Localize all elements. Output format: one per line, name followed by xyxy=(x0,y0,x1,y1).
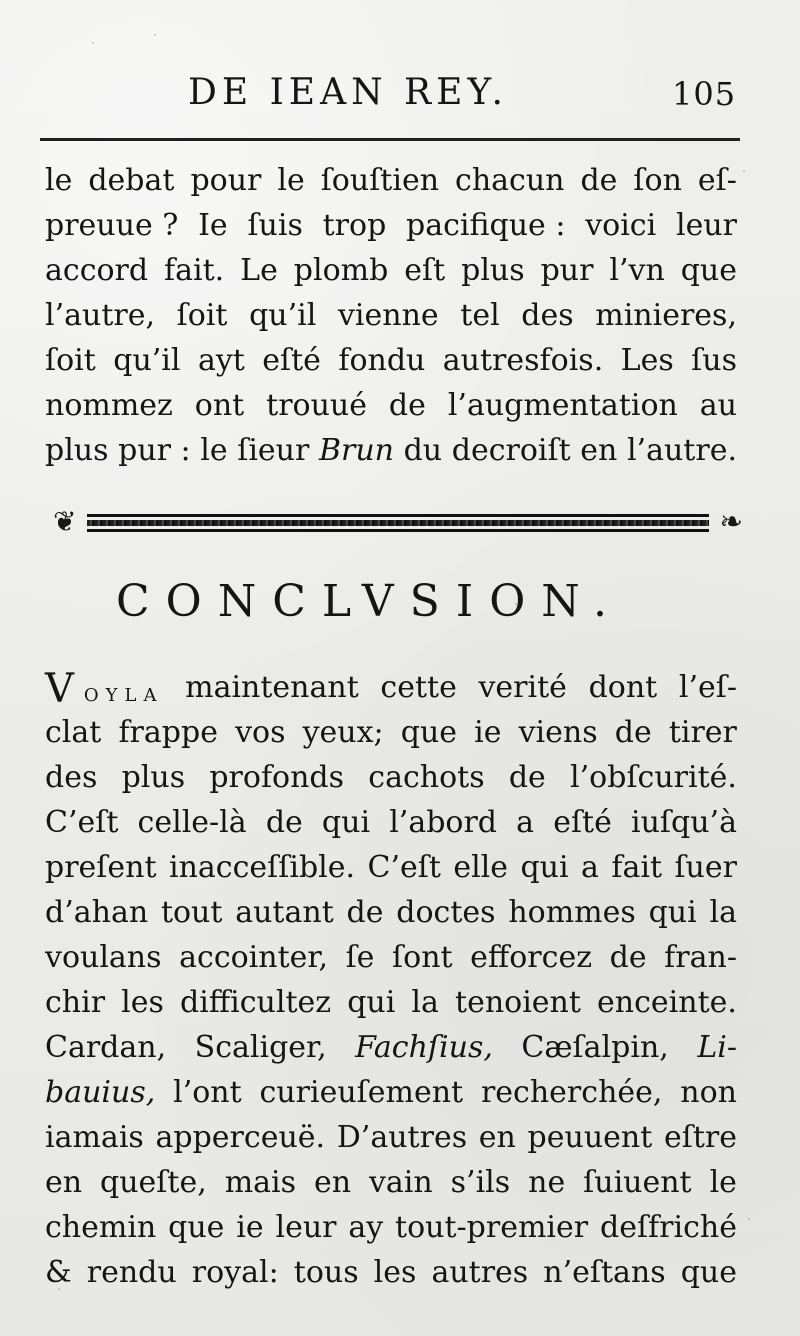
text-word: l’vn xyxy=(609,253,665,288)
opening-word xyxy=(45,665,163,710)
text-word: de xyxy=(346,895,384,930)
text-word: pur xyxy=(540,253,594,288)
text-line xyxy=(45,935,737,980)
text-word: l’obſcurité. xyxy=(570,760,737,795)
text-word: autres xyxy=(431,1255,529,1290)
text-word: elle xyxy=(453,850,509,885)
text-word: que xyxy=(400,715,458,750)
text-word: s’ils xyxy=(450,1165,511,1200)
text-word: ayt xyxy=(197,343,245,378)
ornament-bar xyxy=(87,520,709,526)
text-word: ie xyxy=(236,1210,264,1245)
text-word: decroiſt xyxy=(451,433,571,468)
page-header xyxy=(0,72,800,125)
text-word: trouué xyxy=(266,388,367,423)
text-word: au xyxy=(699,388,737,423)
text-word: pour xyxy=(190,163,262,198)
text-word: ſuer xyxy=(674,850,737,885)
text-word: frappe xyxy=(118,715,218,750)
text-line xyxy=(45,710,737,755)
text-word: l’autre. xyxy=(626,433,737,468)
text-word: chacun xyxy=(455,163,565,198)
text-word: vain xyxy=(368,1165,433,1200)
text-word: ſoit xyxy=(45,343,96,378)
text-word: a xyxy=(581,850,599,885)
text-word: plus xyxy=(461,253,525,288)
text-line xyxy=(45,890,737,935)
text-word: l’abord xyxy=(389,805,498,840)
text-word: accord xyxy=(45,253,149,288)
text-word: minieres, xyxy=(595,298,737,333)
text-word: qu’il xyxy=(113,343,181,378)
text-word: ſieur xyxy=(237,433,310,468)
text-word: les xyxy=(121,985,164,1020)
text-word: cette xyxy=(380,670,457,705)
text-word: viens xyxy=(518,715,598,750)
text-word: en xyxy=(313,1165,352,1200)
text-word: plus xyxy=(121,760,186,795)
text-word: preſent xyxy=(45,850,157,885)
italic-name: bauius, xyxy=(45,1075,156,1110)
text-word: tel xyxy=(460,298,500,333)
text-word: qui xyxy=(520,850,569,885)
text-word: plomb xyxy=(293,253,389,288)
text-word: autresfois. xyxy=(442,343,604,378)
text-word: d’ahan xyxy=(45,895,149,930)
text-word: rendu xyxy=(86,1255,177,1290)
text-word: voulans xyxy=(45,940,162,975)
text-word: royal: xyxy=(191,1255,279,1290)
text-word: preuue ? xyxy=(45,208,179,243)
text-word: que xyxy=(168,1210,225,1245)
text-word: qu’il xyxy=(249,298,317,333)
text-word: tous xyxy=(293,1255,359,1290)
fleuron-left-icon: ❦ xyxy=(53,505,77,538)
text-word: qui xyxy=(648,895,697,930)
text-word: de xyxy=(614,715,652,750)
text-word: eſté xyxy=(553,805,612,840)
text-word: l’ont xyxy=(173,1075,242,1110)
text-word: la xyxy=(411,985,439,1020)
text-line xyxy=(45,293,737,338)
text-word: hommes xyxy=(508,895,636,930)
text-line xyxy=(45,1115,737,1160)
text-word: iuſqu’à xyxy=(631,805,737,840)
text-word: de xyxy=(609,940,647,975)
running-head: DE IEAN REY. xyxy=(188,72,508,113)
ornament-bar xyxy=(87,529,709,532)
text-word: ſuis xyxy=(247,208,303,243)
text-word: leur xyxy=(675,208,737,243)
text-word: mais xyxy=(224,1165,297,1200)
text-word: tirer xyxy=(668,715,737,750)
text-line xyxy=(45,338,737,383)
text-word: que xyxy=(680,253,737,288)
text-word: n’eſtans xyxy=(543,1255,666,1290)
text-word: vienne xyxy=(337,298,439,333)
text-word: en xyxy=(478,1120,516,1155)
text-word: plus xyxy=(45,433,109,468)
text-word: fondu xyxy=(338,343,426,378)
text-word: profonds xyxy=(209,760,345,795)
text-line xyxy=(45,665,737,710)
text-word: enceinte. xyxy=(597,985,737,1020)
text-word: accointer, xyxy=(179,940,328,975)
text-line xyxy=(45,203,737,248)
ornamental-rule xyxy=(53,506,743,538)
text-word: eſ- xyxy=(697,163,737,198)
text-word: leur xyxy=(275,1210,337,1245)
text-word: le xyxy=(709,1165,737,1200)
drop-cap: V xyxy=(45,666,74,712)
text-line xyxy=(45,800,737,845)
text-word: en xyxy=(45,1165,83,1200)
text-word: autant xyxy=(235,895,334,930)
text-word: queſte, xyxy=(100,1165,207,1200)
text-word: Le xyxy=(240,253,278,288)
text-word: Les xyxy=(620,343,674,378)
text-word: l’autre, xyxy=(45,298,156,333)
text-word: a xyxy=(516,805,535,840)
text-word: Ie xyxy=(198,208,228,243)
text-word: C’eſt xyxy=(367,850,441,885)
text-word: maintenant xyxy=(185,670,359,705)
text-line xyxy=(45,1070,737,1115)
text-word: ne xyxy=(528,1165,566,1200)
text-word: dont xyxy=(588,670,658,705)
text-word: efforcez xyxy=(470,940,593,975)
text-word: ie xyxy=(474,715,502,750)
text-word: C’eſt xyxy=(45,805,119,840)
text-word: de xyxy=(388,388,426,423)
text-word: ſus xyxy=(691,343,737,378)
italic-name: Brun xyxy=(318,433,394,468)
text-word: yeux; xyxy=(302,715,384,750)
text-line xyxy=(45,1160,737,1205)
small-caps-word: OYLA xyxy=(83,685,164,706)
text-line xyxy=(45,383,737,428)
text-word: ſe xyxy=(345,940,375,975)
text-word: qui xyxy=(321,805,371,840)
text-word: des xyxy=(521,298,574,333)
text-word: verité xyxy=(478,670,567,705)
text-word: fait. xyxy=(164,253,225,288)
text-word: tenoient xyxy=(455,985,581,1020)
text-word: clat xyxy=(45,715,102,750)
text-line xyxy=(45,1250,737,1295)
text-word: pur : xyxy=(118,433,191,468)
fleuron-right-icon: ❧ xyxy=(719,505,743,538)
text-word: doctes xyxy=(396,895,496,930)
text-word: voici xyxy=(585,208,657,243)
text-word: ay xyxy=(348,1210,384,1245)
text-word: le xyxy=(45,163,73,198)
text-word: tout xyxy=(160,895,223,930)
text-word: iamais xyxy=(45,1120,144,1155)
text-line xyxy=(45,248,737,293)
text-word: l’augmentation xyxy=(447,388,678,423)
text-word: qui xyxy=(347,985,396,1020)
text-word: eſtre xyxy=(663,1120,737,1155)
text-word: Scaliger, xyxy=(194,1030,327,1065)
text-word: que xyxy=(680,1255,737,1290)
text-word: ſouſtien xyxy=(320,163,440,198)
text-word: cachots xyxy=(368,760,485,795)
text-word: recherchée, xyxy=(480,1075,663,1110)
top-paragraph xyxy=(45,158,737,473)
text-word: fran- xyxy=(664,940,737,975)
text-word: nommez xyxy=(45,388,173,423)
text-word: & xyxy=(45,1255,72,1290)
text-word: en xyxy=(580,433,618,468)
text-word: non xyxy=(680,1075,737,1110)
text-word: des xyxy=(45,760,98,795)
text-word: Cæſalpin, xyxy=(521,1030,669,1065)
text-word: ſon xyxy=(633,163,682,198)
text-line xyxy=(45,845,737,890)
text-word: celle-là xyxy=(137,805,247,840)
text-word: eſt xyxy=(404,253,446,288)
text-word: deſfriché xyxy=(599,1210,737,1245)
text-word: trop xyxy=(322,208,387,243)
text-word: Cardan, xyxy=(45,1030,167,1065)
text-word: ſont xyxy=(392,940,453,975)
page-number: 105 xyxy=(672,75,737,113)
text-word: l’eſ- xyxy=(678,670,737,705)
text-word: debat xyxy=(88,163,175,198)
text-line xyxy=(45,1025,737,1070)
section-heading: CONCLVSION. xyxy=(116,576,623,627)
text-word: le xyxy=(277,163,305,198)
header-rule xyxy=(40,138,740,141)
text-word: fait xyxy=(611,850,662,885)
text-word: difficultez xyxy=(180,985,332,1020)
text-line xyxy=(45,1205,737,1250)
text-word: peuuent xyxy=(527,1120,653,1155)
text-word: pacifique : xyxy=(406,208,566,243)
text-word: de xyxy=(265,805,303,840)
text-word: chemin xyxy=(45,1210,157,1245)
text-word: D’autres xyxy=(336,1120,468,1155)
text-word: ont xyxy=(194,388,245,423)
text-word: inacceſſible. xyxy=(168,850,356,885)
text-word: du xyxy=(403,433,443,468)
conclusion-paragraph xyxy=(45,665,737,1295)
text-word: curieuſement xyxy=(259,1075,464,1110)
text-line xyxy=(45,755,737,800)
text-word: les xyxy=(373,1255,417,1290)
text-word: apperceuë. xyxy=(155,1120,326,1155)
text-word: vos xyxy=(235,715,286,750)
text-line xyxy=(45,158,737,203)
text-word: de xyxy=(508,760,546,795)
text-word: tout-premier xyxy=(395,1210,589,1245)
text-word: la xyxy=(709,895,737,930)
italic-name: Li- xyxy=(697,1030,737,1065)
text-word: de xyxy=(580,163,618,198)
text-word: le xyxy=(200,433,228,468)
ornament-bar xyxy=(87,514,709,517)
text-word: ſoit xyxy=(176,298,228,333)
text-line xyxy=(45,980,737,1025)
text-line xyxy=(45,428,737,473)
text-word: ſuiuent xyxy=(583,1165,692,1200)
text-word: chir xyxy=(45,985,106,1020)
italic-name: Fachſius, xyxy=(355,1030,493,1065)
text-word: eſté xyxy=(262,343,321,378)
